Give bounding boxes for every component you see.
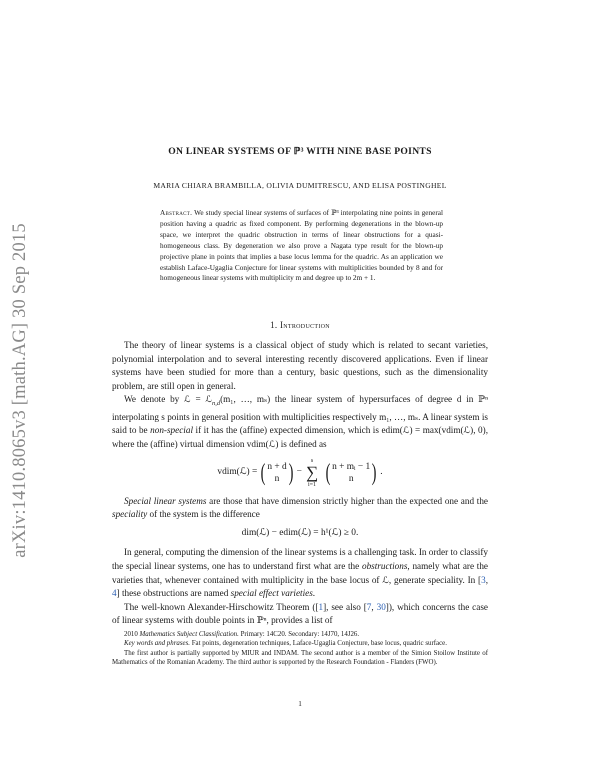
abstract-text: We study special linear systems of surfaces of ℙ³ interpolating nine points in general position having a quadric as fixed component. By performing degenerations in the blown-up space, we interpret the quadric obstruction in terms of linear obstructions for a quasi-homogeneous class. By degeneration we also prove a Nagata type result for the blown-up projective plane in points that implies a base locus lemma for the quadric. As an application we establish Laface-Ugaglia Conjecture for linear systems with multiplicities bounded by 8 and for homogeneous linear systems with multiplicity m and degree up to 2m + 1. — [160, 209, 443, 283]
paragraph-4: In general, computing the dimension of the linear systems is a challenging task. In order to classify the special linear systems, one has to understand first what are the obstructions, namely what are the varieties that, whenever contained with multiplicity in the base locus of ℒ, generate speciality. In [3, 4] these obstructions are named special effect varieties. — [112, 547, 488, 599]
binomial-1: ( n + d n ) — [260, 459, 294, 486]
footnotes — [112, 630, 488, 668]
vdim-formula: vdim(ℒ) = ( n + d n ) − s ∑ i=1 ( n + mᵢ − 1 n ) . — [217, 457, 383, 488]
paper-authors: MARIA CHIARA BRAMBILLA, OLIVIA DUMITRESCU, AND ELISA POSTINGHEL — [153, 181, 447, 190]
abstract — [160, 208, 443, 284]
ref-3-link[interactable]: 3 — [481, 574, 486, 585]
arxiv-id: arXiv:1410.8065v3 [math.AG] 30 Sep 2015 — [9, 222, 30, 558]
page-number: 1 — [298, 700, 302, 708]
paper-title: ON LINEAR SYSTEMS OF ℙ³ WITH NINE BASE POINTS — [168, 146, 432, 157]
speciality-formula: dim(ℒ) − edim(ℒ) = h¹(ℒ) ≥ 0. — [241, 527, 359, 538]
paragraph-1: The theory of linear systems is a classical object of study which is related to secant varieties, polynomial interpolation and to several interesting recently discovered applications. Even if linear systems have been studied for more than a century, basic questions, such as the dimensionality problem, are still open in general. — [112, 340, 488, 391]
section-heading: 1. Introduction — [270, 320, 330, 330]
ref-7-link[interactable]: 7 — [366, 601, 372, 612]
support-footnote: The first author is partially supported by MIUR and INDAM. The second author is a member of the Simion Stoilow Institute of Mathematics of the Romanian Academy. The third author is supported by the Research Foundation - Flanders (FWO). — [112, 649, 488, 667]
ref-4-link[interactable]: 4 — [112, 588, 117, 599]
arxiv-stamp — [0, 210, 40, 570]
ref-30-link[interactable]: 30 — [376, 601, 386, 612]
ref-1-link[interactable]: 1 — [318, 601, 324, 612]
paragraph-2: We denote by ℒ = ℒ$_{n,d}$(m₁, …, mₛ) the linear system of hypersurfaces of degree d in ℙⁿ interpolating s points in general position with multiplicities respectively m₁, …, mₛ. A linear system is said to be non-special if it has the (affine) expected dimension, which is edim(ℒ) = max(vdim(ℒ), 0), where the (affine) virtual dimension vdim(ℒ) is defined as — [112, 394, 488, 449]
binomial-2: ( n + mᵢ − 1 n ) — [325, 459, 377, 486]
msc-footnote: 2010 Mathematics Subject Classification. Primary: 14C20. Secondary: 14J70, 14J26. — [124, 631, 360, 638]
summation: s ∑ i=1 — [305, 457, 319, 488]
body-text — [112, 339, 488, 628]
keywords-footnote: Key words and phrases. Fat points, degeneration techniques, Laface-Ugaglia Conjecture, base locus, quadric surface. — [124, 640, 447, 648]
paragraph-5: The well-known Alexander-Hirschowitz Theorem ([1], see also [7, 30]), which concerns the case of linear systems with double points in ℙⁿ, provides a list of — [112, 601, 488, 626]
paragraph-3: Special linear systems are those that have dimension strictly higher than the expected one and the speciality of the system is the difference — [112, 495, 488, 520]
abstract-label: Abstract. — [160, 209, 193, 217]
